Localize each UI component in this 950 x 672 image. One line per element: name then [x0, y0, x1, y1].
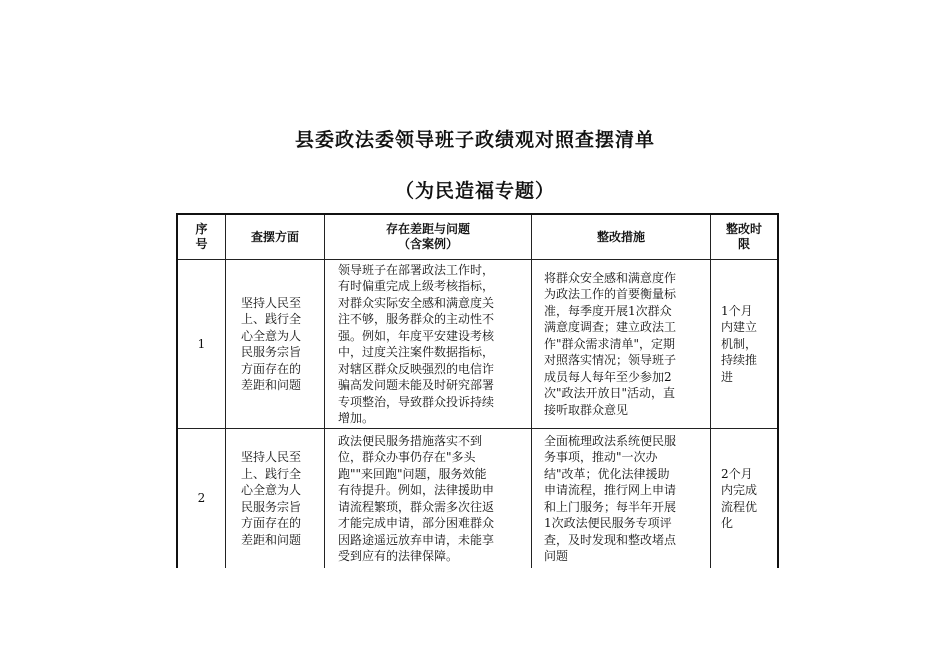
text-line: 内建立	[721, 320, 758, 335]
text-line: 整改时	[725, 222, 762, 236]
text-line: 上、践行全	[241, 312, 302, 326]
text-line: 为政法工作的首要衡量标	[544, 287, 677, 302]
text-line: 才能完成申请，部分困难群众	[338, 516, 495, 530]
text-line: 化	[721, 516, 734, 530]
text-line: 坚持人民至	[241, 295, 302, 310]
cell-aspect	[226, 260, 325, 429]
document-subtitle: （为民造福专题）	[394, 180, 555, 202]
text-line: 全面梳理政法系统便民服	[544, 433, 677, 448]
text-line: 成员每人每年至少参加2	[544, 369, 672, 384]
text-line: 2个月	[721, 466, 753, 481]
text-line: 民服务宗旨	[241, 499, 302, 514]
header-problem	[325, 214, 532, 260]
text-line: 有时偏重完成上级考核指标，	[338, 279, 495, 293]
header-aspect	[226, 214, 325, 260]
text-line: 政法便民服务措施落实不到	[338, 433, 483, 448]
text-line: 对照落实情况；领导班子	[544, 353, 677, 368]
text-line: 对辖区群众反映强烈的电信诈	[338, 361, 495, 376]
text-line: 心全意为人	[241, 483, 302, 497]
text-line: 机制，	[721, 336, 758, 351]
text-line: 对群众实际安全感和满意度关	[338, 295, 495, 310]
text-line: （含案例）	[397, 237, 458, 251]
text-line: 方面存在的	[241, 516, 302, 530]
cell-limit	[711, 260, 779, 429]
header-seq	[177, 214, 226, 260]
text-line: 骗高发问题未能及时研究部署	[338, 378, 495, 392]
text-line: 强。例如，年度平安建设考核	[338, 328, 495, 343]
cell-limit	[711, 429, 779, 569]
text-line: 查摆方面	[250, 229, 299, 244]
text-line: 次"政法开放日"活动，直	[544, 386, 676, 401]
cell-measure	[532, 260, 711, 429]
cell-seq	[177, 260, 226, 429]
cell-problem	[325, 429, 532, 569]
text-line: 注不够，服务群众的主动性不	[338, 312, 495, 326]
text-line: 中，过度关注案件数据指标，	[338, 345, 495, 359]
text-line: 流程优	[721, 499, 758, 514]
text-line: 限	[737, 237, 750, 251]
text-line: 差距和问题	[241, 532, 302, 547]
text-line: 位，群众办事仍存在"多头	[338, 450, 476, 464]
cell-seq	[177, 429, 226, 569]
table-row	[177, 260, 778, 429]
text-line: 接听取群众意见	[544, 402, 629, 417]
text-line: 民服务宗旨	[241, 345, 302, 359]
text-line: 准，每季度开展1次群众	[544, 303, 672, 318]
header-measure	[532, 214, 711, 260]
text-line: 申请流程，推行网上申请	[544, 483, 677, 497]
text-line: 方面存在的	[241, 361, 302, 376]
text-line: 查，及时发现和整改堵点	[544, 532, 677, 547]
text-line: 整改措施	[596, 229, 645, 244]
text-line: 差距和问题	[241, 378, 302, 392]
table-header-row	[177, 214, 778, 260]
text-line: 跑""来回跑"问题，服务效能	[338, 466, 487, 481]
cell-measure	[532, 429, 711, 569]
text-line: 心全意为人	[241, 328, 302, 343]
text-line: 结"改革；优化法律援助	[544, 466, 670, 481]
text-line: 满意度调查；建立政法工	[544, 320, 677, 335]
text-line: 受到应有的法律保障。	[338, 549, 459, 563]
text-line: 增加。	[338, 411, 375, 425]
text-line: 进	[721, 369, 734, 384]
text-line: 将群众安全感和满意度作	[544, 270, 677, 285]
checklist-table	[176, 213, 779, 568]
text-line: 1个月	[721, 303, 753, 318]
text-line: 有待提升。例如，法律援助申	[338, 483, 495, 497]
text-line: 务事项，推动"一次办	[544, 450, 658, 464]
text-line: 坚持人民至	[241, 450, 302, 464]
cell-problem	[325, 260, 532, 429]
document-title: 县委政法委领导班子政绩观对照查摆清单	[294, 129, 655, 151]
text-line: 问题	[544, 549, 569, 563]
text-line: 存在差距与问题	[385, 222, 470, 236]
table-row	[177, 429, 778, 569]
text-line: 作"群众需求清单"，定期	[544, 336, 676, 351]
text-line: 序	[195, 222, 208, 236]
text-line: 上、践行全	[241, 466, 302, 481]
text-line: 1	[197, 336, 206, 351]
text-line: 领导班子在部署政法工作时，	[338, 262, 495, 277]
text-line: 内完成	[721, 483, 758, 497]
text-line: 持续推	[721, 353, 758, 368]
text-line: 因路途遥远放弃申请，未能享	[338, 532, 495, 547]
text-line: 号	[195, 237, 208, 251]
cell-aspect	[226, 429, 325, 569]
header-limit	[711, 214, 779, 260]
text-line: 1次政法便民服务专项评	[544, 516, 672, 530]
text-line: 2	[197, 491, 206, 506]
text-line: 请流程繁琐，群众需多次往返	[338, 499, 495, 514]
text-line: 和上门服务；每半年开展	[544, 499, 677, 514]
text-line: 专项整治，导致群众投诉持续	[338, 394, 495, 409]
